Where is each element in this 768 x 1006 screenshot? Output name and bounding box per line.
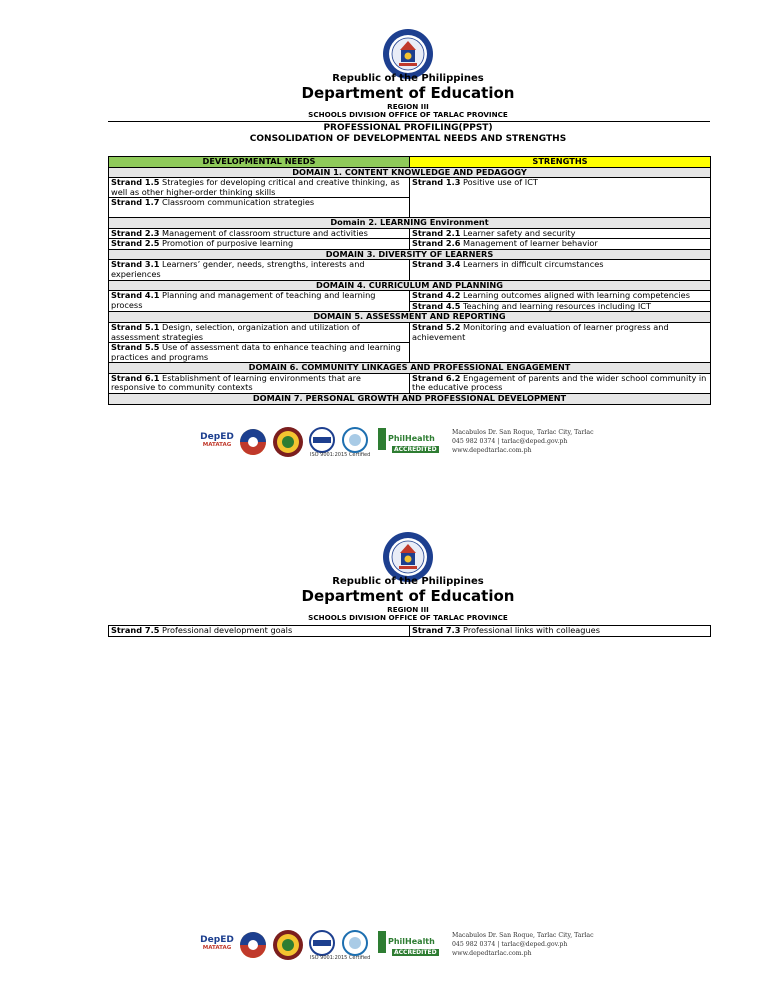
philhealth-logo-text: PhilHealth bbox=[388, 434, 435, 443]
strand-code: Strand 1.3 bbox=[412, 177, 461, 188]
strand-code: Strand 6.2 bbox=[412, 372, 461, 383]
strand-text: Management of learner behavior bbox=[460, 238, 598, 249]
philhealth-logo-text: PhilHealth bbox=[388, 937, 435, 946]
strand-code: Strand 2.6 bbox=[412, 238, 461, 249]
strand-code: Strand 4.2 bbox=[412, 290, 461, 301]
table-row bbox=[109, 228, 711, 239]
certification-logo-icon bbox=[342, 930, 368, 956]
strand-cell bbox=[410, 178, 711, 218]
domain-row bbox=[109, 363, 711, 374]
document-title: PROFESSIONAL PROFILING(PPST) bbox=[323, 123, 493, 133]
strand-cell bbox=[410, 228, 711, 239]
table-row bbox=[109, 178, 711, 198]
table-header-row bbox=[109, 157, 711, 168]
deped-logo-text: DepED bbox=[200, 935, 234, 945]
strand-code: Strand 4.1 bbox=[111, 290, 160, 301]
strand-code: Strand 1.5 bbox=[111, 177, 160, 188]
domain-4-heading: DOMAIN 4. CURRICULUM AND PLANNING bbox=[109, 280, 711, 291]
strand-code: Strand 1.7 bbox=[111, 197, 160, 208]
strand-text: Establishment of learning environments that are responsive to community contexts bbox=[111, 372, 361, 393]
footer-contact bbox=[452, 931, 594, 958]
table-row bbox=[109, 291, 711, 302]
region-label: REGION III bbox=[387, 102, 429, 111]
strand-cell bbox=[109, 198, 410, 218]
strand-cell bbox=[410, 239, 711, 250]
strand-code: Strand 7.5 bbox=[111, 625, 160, 635]
strand-text: Learning outcomes aligned with learning competencies bbox=[460, 290, 690, 301]
strand-code: Strand 4.5 bbox=[412, 300, 461, 311]
division-seal-icon bbox=[272, 426, 304, 458]
domain-row bbox=[109, 312, 711, 323]
philhealth-accredited-logo bbox=[378, 426, 440, 458]
strand-cell bbox=[109, 626, 410, 637]
region-label: REGION III bbox=[387, 605, 429, 614]
matatag-logo-text: MATATAG bbox=[202, 442, 232, 448]
iso-logo-icon bbox=[308, 930, 336, 956]
matatag-logo-text: MATATAG bbox=[202, 945, 232, 951]
iso-logo-icon bbox=[308, 427, 336, 453]
table-row bbox=[109, 322, 711, 342]
header-divider bbox=[108, 121, 710, 122]
domain-1-heading: DOMAIN 1. CONTENT KNOWLEDGE AND PEDAGOGY bbox=[109, 167, 711, 178]
strand-text: Strategies for developing critical and creative thinking, as well as other higher-order thinking skills bbox=[111, 177, 400, 197]
strand-cell bbox=[109, 343, 410, 363]
domain-3-heading: DOMAIN 3. DIVERSITY OF LEARNERS bbox=[109, 249, 711, 260]
col-header-strengths: STRENGTHS bbox=[410, 157, 711, 168]
strand-code: Strand 2.1 bbox=[412, 227, 461, 238]
division-label: SCHOOLS DIVISION OFFICE OF TARLAC PROVINCE bbox=[308, 613, 508, 622]
strand-code: Strand 3.1 bbox=[111, 259, 160, 270]
table-row bbox=[109, 260, 711, 280]
needs-strengths-table-continued bbox=[108, 625, 711, 637]
deped-matatag-logo bbox=[200, 426, 234, 458]
department-title: Department of Education bbox=[301, 587, 515, 605]
strand-text: Use of assessment data to enhance teaching and learning practices and programs bbox=[111, 342, 401, 362]
strand-cell bbox=[109, 373, 410, 393]
strand-cell bbox=[410, 626, 711, 637]
strand-text: Planning and management of teaching and learning process bbox=[111, 290, 376, 310]
strand-text: Teaching and learning resources including ICT bbox=[460, 300, 651, 311]
strand-cell bbox=[109, 291, 410, 312]
footer-contact bbox=[452, 428, 594, 455]
strand-text: Design, selection, organization and utilization of assessment strategies bbox=[111, 321, 360, 342]
page-footer bbox=[200, 424, 600, 460]
strand-cell bbox=[410, 322, 711, 362]
strand-cell bbox=[410, 260, 711, 280]
division-seal-icon bbox=[272, 929, 304, 961]
iso-certified-text: ISO 9001:2015 Certified bbox=[310, 452, 371, 458]
strand-code: Strand 5.2 bbox=[412, 321, 461, 332]
strand-text: Monitoring and evaluation of learner progress and achievement bbox=[412, 321, 669, 342]
col-header-needs: DEVELOPMENTAL NEEDS bbox=[109, 157, 410, 168]
domain-row bbox=[109, 249, 711, 260]
strand-cell bbox=[109, 239, 410, 250]
strand-text: Engagement of parents and the wider school community in the educative process bbox=[412, 372, 707, 393]
strand-code: Strand 7.3 bbox=[412, 625, 461, 635]
footer-website: www.depedtarlac.com.ph bbox=[452, 950, 532, 957]
footer-address: Macabulos Dr. San Roque, Tarlac City, Tarlac bbox=[452, 429, 594, 436]
domain-7-heading: DOMAIN 7. PERSONAL GROWTH AND PROFESSIONAL DEVELOPMENT bbox=[109, 394, 711, 405]
strand-cell bbox=[109, 228, 410, 239]
strand-code: Strand 5.5 bbox=[111, 342, 160, 353]
strand-cell bbox=[410, 373, 711, 393]
strand-cell bbox=[410, 291, 711, 302]
document-subtitle: CONSOLIDATION OF DEVELOPMENTAL NEEDS AND STRENGTHS bbox=[249, 134, 567, 144]
domain-row bbox=[109, 217, 711, 228]
deped-logo-text: DepED bbox=[200, 432, 234, 442]
strand-text: Professional development goals bbox=[159, 625, 293, 635]
strand-text: Classroom communication strategies bbox=[159, 197, 315, 208]
accredited-logo-text: ACCREDITED bbox=[394, 949, 437, 956]
strand-code: Strand 3.4 bbox=[412, 259, 461, 270]
domain-row bbox=[109, 167, 711, 178]
strand-code: Strand 6.1 bbox=[111, 372, 160, 383]
division-label: SCHOOLS DIVISION OFFICE OF TARLAC PROVINCE bbox=[308, 110, 508, 119]
page-2 bbox=[0, 503, 768, 1006]
strand-code: Strand 2.3 bbox=[111, 227, 160, 238]
department-title: Department of Education bbox=[301, 84, 515, 102]
page-footer bbox=[200, 927, 600, 963]
table-row bbox=[109, 373, 711, 393]
domain-row bbox=[109, 394, 711, 405]
accredited-logo-text: ACCREDITED bbox=[394, 446, 437, 453]
strand-code: Strand 5.1 bbox=[111, 321, 160, 332]
republic-label: Republic of the Philippines bbox=[332, 576, 484, 587]
strand-text: Learners’ gender, needs, strengths, interests and experiences bbox=[111, 259, 365, 279]
certification-logo-icon bbox=[342, 427, 368, 453]
strand-code: Strand 2.5 bbox=[111, 238, 160, 249]
domain-6-heading: DOMAIN 6. COMMUNITY LINKAGES AND PROFESSIONAL ENGAGEMENT bbox=[109, 363, 711, 374]
strand-text: Promotion of purposive learning bbox=[159, 238, 294, 249]
strand-text: Learners in difficult circumstances bbox=[460, 259, 604, 270]
footer-phone-email: 045 982 0374 | tarlac@deped.gov.ph bbox=[452, 941, 568, 948]
domain-row bbox=[109, 280, 711, 291]
table-row bbox=[109, 626, 711, 637]
domain-2-heading: Domain 2. LEARNING Environment bbox=[109, 217, 711, 228]
republic-label: Republic of the Philippines bbox=[332, 73, 484, 84]
iso-certified-text: ISO 9001:2015 Certified bbox=[310, 955, 371, 961]
strand-text: Management of classroom structure and activities bbox=[159, 227, 368, 238]
footer-address: Macabulos Dr. San Roque, Tarlac City, Tarlac bbox=[452, 932, 594, 939]
footer-phone-email: 045 982 0374 | tarlac@deped.gov.ph bbox=[452, 438, 568, 445]
table-row bbox=[109, 239, 711, 250]
bagong-pilipinas-logo-icon bbox=[238, 930, 268, 960]
strand-text: Positive use of ICT bbox=[460, 177, 538, 188]
bagong-pilipinas-logo-icon bbox=[238, 427, 268, 457]
strand-cell bbox=[109, 260, 410, 280]
footer-website: www.depedtarlac.com.ph bbox=[452, 447, 532, 454]
needs-strengths-table bbox=[108, 156, 711, 405]
strand-cell bbox=[109, 178, 410, 198]
philhealth-accredited-logo bbox=[378, 929, 440, 961]
strand-text: Professional links with colleagues bbox=[460, 625, 600, 635]
deped-matatag-logo bbox=[200, 929, 234, 961]
strand-cell bbox=[109, 322, 410, 342]
strand-cell bbox=[410, 301, 711, 312]
domain-5-heading: DOMAIN 5. ASSESSMENT AND REPORTING bbox=[109, 312, 711, 323]
strand-text: Learner safety and security bbox=[460, 227, 576, 238]
